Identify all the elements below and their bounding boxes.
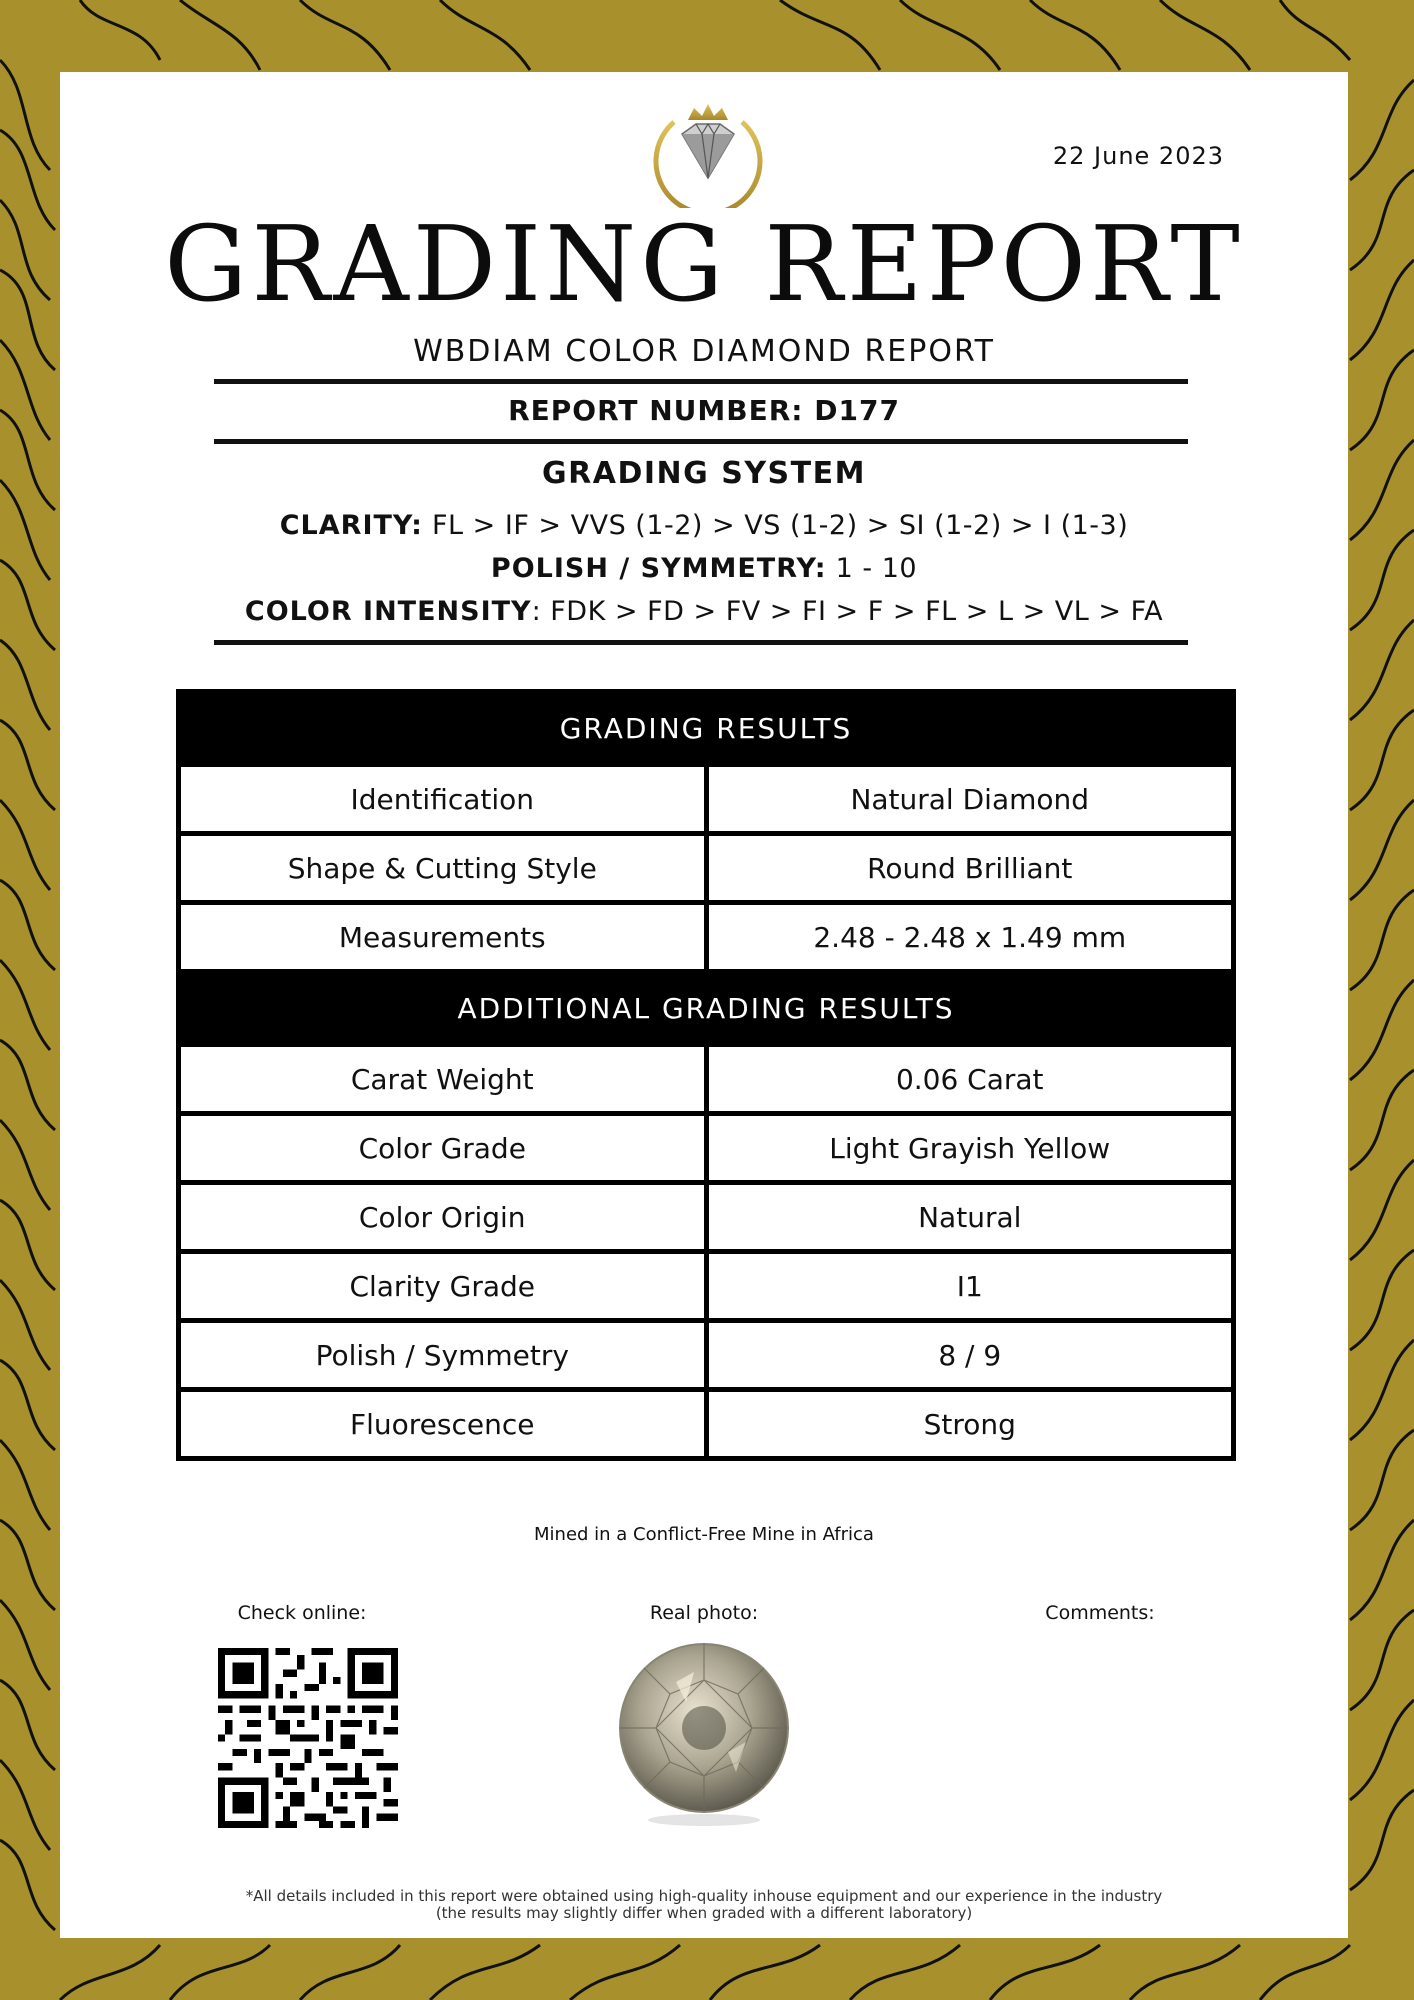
table-row bbox=[179, 834, 1234, 903]
table-row bbox=[179, 1252, 1234, 1321]
grading-system-heading: GRADING SYSTEM bbox=[542, 456, 866, 491]
row-label: Color Grade bbox=[179, 1114, 707, 1183]
page-subtitle: WBDIAM COLOR DIAMOND REPORT bbox=[413, 334, 995, 369]
polish-scale-line bbox=[60, 553, 1348, 584]
diamond-photo bbox=[616, 1642, 792, 1832]
polish-scale-values: 1 - 10 bbox=[835, 553, 918, 584]
table-row bbox=[179, 1321, 1234, 1390]
check-online-label: Check online: bbox=[237, 1602, 367, 1624]
polish-scale-label: POLISH / SYMMETRY: bbox=[490, 553, 827, 584]
qr-code-icon[interactable] bbox=[218, 1648, 398, 1828]
row-label: Measurements bbox=[179, 903, 707, 972]
color-intensity-scale-values: : FDK > FD > FV > FI > F > FL > L > VL > FA bbox=[531, 596, 1164, 627]
clarity-scale-values: FL > IF > VVS (1-2) > VS (1-2) > SI (1-2) > I (1-3) bbox=[432, 510, 1129, 541]
table-row bbox=[179, 1045, 1234, 1114]
row-value: Natural bbox=[706, 1183, 1234, 1252]
table-row bbox=[179, 903, 1234, 972]
grading-results-header-row bbox=[179, 692, 1234, 765]
disclaimer bbox=[60, 1888, 1348, 1922]
grading-results-heading: GRADING RESULTS bbox=[179, 692, 1234, 765]
row-value: 8 / 9 bbox=[706, 1321, 1234, 1390]
disclaimer-line-1: *All details included in this report were obtained using high-quality inhouse equipment and our experience in the industry bbox=[245, 1887, 1163, 1905]
color-intensity-scale-label: COLOR INTENSITY bbox=[244, 596, 532, 627]
row-label: Color Origin bbox=[179, 1183, 707, 1252]
clarity-scale-line bbox=[60, 510, 1348, 541]
divider bbox=[214, 640, 1188, 645]
comments-label: Comments: bbox=[1045, 1602, 1155, 1624]
table-row bbox=[179, 1183, 1234, 1252]
row-value: 2.48 - 2.48 x 1.49 mm bbox=[706, 903, 1234, 972]
grading-results-table bbox=[176, 689, 1236, 1461]
row-value: Round Brilliant bbox=[706, 834, 1234, 903]
row-label: Clarity Grade bbox=[179, 1252, 707, 1321]
page-title: GRADING REPORT bbox=[164, 203, 1244, 325]
row-value: Strong bbox=[706, 1390, 1234, 1459]
color-intensity-scale-line bbox=[60, 596, 1348, 627]
row-value: Natural Diamond bbox=[706, 765, 1234, 834]
row-label: Fluorescence bbox=[179, 1390, 707, 1459]
additional-results-heading: ADDITIONAL GRADING RESULTS bbox=[179, 972, 1234, 1045]
row-value: 0.06 Carat bbox=[706, 1045, 1234, 1114]
report-paper bbox=[60, 72, 1348, 1938]
diamond-crown-logo-icon bbox=[650, 92, 766, 208]
origin-note: Mined in a Conflict-Free Mine in Africa bbox=[534, 1524, 874, 1545]
row-label: Carat Weight bbox=[179, 1045, 707, 1114]
additional-results-header-row bbox=[179, 972, 1234, 1045]
report-date: 22 June 2023 bbox=[1052, 142, 1224, 170]
row-label: Identification bbox=[179, 765, 707, 834]
row-value: I1 bbox=[706, 1252, 1234, 1321]
table-row bbox=[179, 765, 1234, 834]
table-row bbox=[179, 1114, 1234, 1183]
row-label: Shape & Cutting Style bbox=[179, 834, 707, 903]
report-number: REPORT NUMBER: D177 bbox=[508, 394, 900, 427]
clarity-scale-label: CLARITY: bbox=[279, 510, 423, 541]
divider bbox=[214, 379, 1188, 384]
real-photo-label: Real photo: bbox=[649, 1602, 759, 1624]
table-row bbox=[179, 1390, 1234, 1459]
row-value: Light Grayish Yellow bbox=[706, 1114, 1234, 1183]
row-label: Polish / Symmetry bbox=[179, 1321, 707, 1390]
disclaimer-line-2: (the results may slightly differ when graded with a different laboratory) bbox=[435, 1904, 973, 1922]
divider bbox=[214, 439, 1188, 444]
